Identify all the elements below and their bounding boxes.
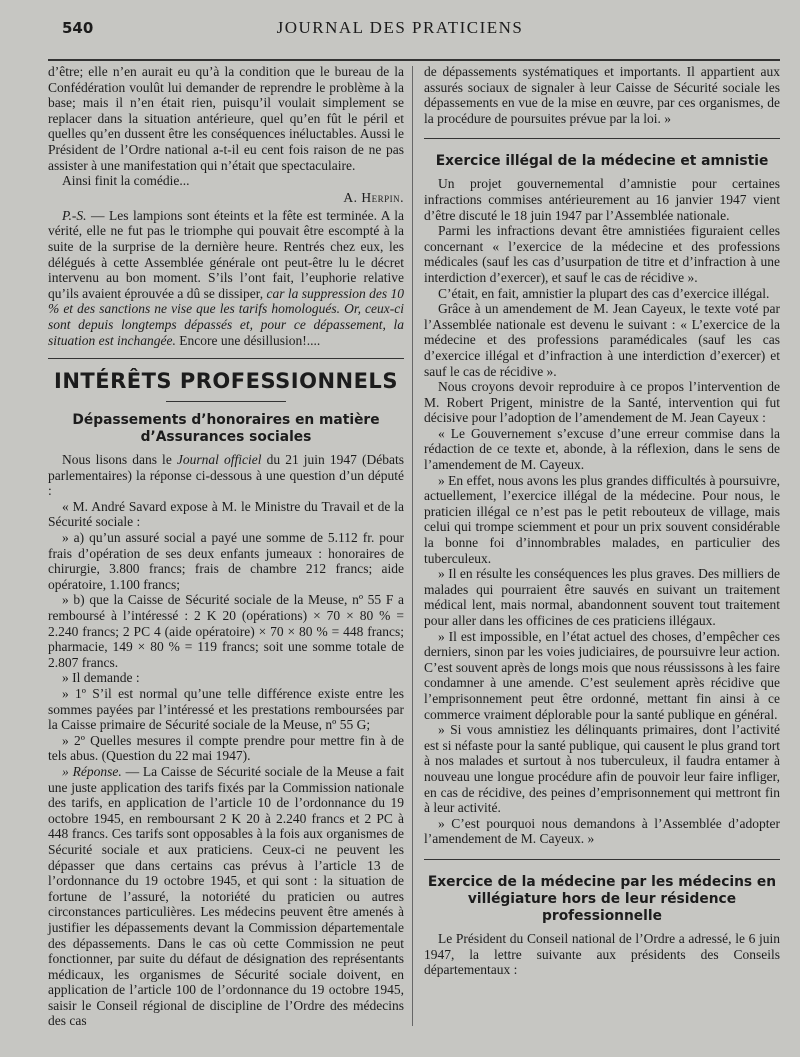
paragraph: » 1º S’il est normal qu’une telle différence existe entre les sommes payées par l’intéressé et les prestations remboursées par la Caisse primaire de Sécurité sociale de la Meuse, nº 55 G;	[48, 686, 404, 733]
paragraph: C’était, en fait, amnistier la plupart des cas d’exercice illégal.	[438, 285, 770, 301]
right-column	[424, 64, 780, 978]
title-underline	[166, 401, 286, 402]
paragraph: » Si vous amnistiez les délinquants primaires, dont l’activité est si néfaste pour la santé publique, qui causent le plus grand tort à nos malades et surtout à nos tuberculeux, il faudra entamer à nouveau une longue procédure afin de pouvoir leur faire infliger, en cas de récidive, des peines d’emprisonnement qui mettront fin à leur activité.	[424, 722, 780, 816]
paragraph: » Réponse. — La Caisse de Sécurité sociale de la Meuse a fait une juste application des tarifs fixés par la Commission nationale des tarifs, en application de l’article 10 de l’ordonnance du 19 octobre 1945, en remboursant 2 K 20 à 2.240 francs et 2 PC à 448 francs. Ces tarifs sont opposables à la fois aux organismes de Sécurité sociale et aux praticiens. Ceux-ci ne peuvent les dépasser que dans certains cas prévus à l’article 13 de l’ordonnance du 19 octobre 1945, et qui sont : la situation de fortune de l’assuré, la notoriété du praticien ou autres circonstances particulières. Les médecins peuvent être amenés à justifier les dépassements devant la Commission départementale des dépassements. Dans le cas où cette Commission ne peut fonctionner, par suite du défaut de désignation des représentants médicaux, les organismes de Sécurité sociale doivent, en application de l’article 100 de l’ordonnance du 19 octobre 1945, saisir le Conseil régional de discipline de l’Ordre des médecins des cas	[48, 763, 404, 1029]
ps-label: P.-S.	[62, 207, 87, 223]
section-separator	[48, 358, 404, 359]
paragraph: « M. André Savard expose à M. le Ministre du Travail et de la Sécurité sociale :	[48, 498, 404, 530]
paragraph: » Il est impossible, en l’état actuel des choses, d’empêcher ces derniers, sinon par les voies judiciaires, de poursuivre leur action. C’est souvent après de longs mois que nous réussissons à les faire condamner à une amende. C’est seulement après récidive que l’emprisonnement peut être ordonné, mettant fin ainsi à ce commerce vraiment déplorable pour la santé publique en général.	[424, 628, 780, 722]
rubric-rule	[424, 859, 780, 860]
ps-end: Encore une désillusion!....	[175, 332, 321, 348]
ps-italic: car la suppression des 10 % et des sanctions ne vise que les tarifs homologués. Or, ceux-ci sont depuis longtemps dépassés et, pour ce dépassement, la situation est inchangée.	[48, 285, 404, 348]
column-divider	[412, 66, 413, 1026]
paragraph: Nous croyons devoir reproduire à ce propos l’intervention de M. Robert Prigent, ministre de la Santé, intervention qui fut décisive pour l’adoption de l’amendement de M. Jean Cayeux :	[424, 379, 780, 426]
paragraph: « Le Gouvernement s’excuse d’une erreur commise dans la rédaction de ce texte et, abonde, à la réflexion, dans le sens de l’amendement de M. Cayeux.	[424, 425, 780, 473]
journal-title: JOURNAL DES PRATICIENS	[276, 18, 524, 37]
left-column	[48, 64, 404, 1029]
paragraph: » C’est pourquoi nous demandons à l’Assemblée d’adopter l’amendement de M. Cayeux. »	[424, 815, 780, 847]
rubric-rule	[424, 138, 780, 139]
header-rule	[48, 59, 780, 61]
paragraph: de dépassements systématiques et importants. Il appartient aux assurés sociaux de signaler à leur Caisse de Sécurité sociale les dépassements en vue de la mise en œuvre, par ces organismes, de la procédure de poursuites prévue par la loi. »	[424, 64, 780, 126]
reponse-label: » Réponse.	[62, 763, 122, 779]
page-number: 540	[62, 19, 94, 37]
paragraph: Parmi les infractions devant être amnistiées figuraient celles concernant « l’exercice de la médecine et des professions médicales (sauf les cas d’usurpation de titre et d’infraction à une interdiction d’exercer), et sauf le cas de récidive ».	[424, 223, 780, 285]
paragraph: Un projet gouvernemental d’amnistie pour certaines infractions commises antérieurement au 16 janvier 1947 vient d’être discuté le 18 juin 1947 par l’Assemblée nationale.	[424, 176, 780, 223]
paragraph: » En effet, nous avons les plus grandes difficultés à poursuivre, actuellement, l’exercice illégal de la médecine. Pour nous, le praticien illégal ce n’est pas le petit rebouteux de village, mais celui qui trompe sciemment et pour un prix souvent considérable la bonne foi d’innombrables malades, en particulier des tuberculeux.	[424, 472, 780, 566]
paragraph: » Il en résulte les conséquences les plus graves. Des milliers de malades qui pourraient être sauvés en suivant un traitement médical lent, mais normal, abandonnent souvent tout traitement pour aller dans les officines de ces praticiens illégaux.	[424, 566, 780, 628]
paragraph: Grâce à un amendement de M. Jean Cayeux, le texte voté par l’Assemblée nationale est devenu le suivant : « L’exercice de la médecine et des professions paramédicales (sauf les cas d’exercice illégal et d’infraction à une interdiction d’exercer) et sauf le cas de récidive ».	[424, 301, 780, 379]
paragraph: Ainsi finit la comédie...	[62, 173, 190, 189]
paragraph: Nous lisons dans le Journal officiel du 21 juin 1947 (Débats parlementaires) la réponse ci-dessous à une question d’un député :	[48, 452, 404, 499]
paragraph: » Il demande :	[62, 670, 140, 686]
paragraph: » a) qu’un assuré social a payé une somme de 5.112 fr. pour frais d’opération de ses deux enfants jumeaux : honoraires de chirurgie, 3.800 francs; frais de chambre 212 francs; aide opératoire, 1.100 francs;	[48, 530, 404, 592]
ps-text: — Les lampions sont éteints et la fête est terminée. A la vérité, elle ne fut pas le triomphe qui pouvait être escompté à la suite de la surprise de la dernière heure. Rentrés chez eux, les délégués à cette Assemblée générale ont peut-être lu le décret intervenu au bon moment. S’ils l’ont fait, l’euphorie relative qu’ils avaient éprouvée a dû se dissiper,	[48, 207, 404, 301]
paragraph: Le Président du Conseil national de l’Ordre a adressé, le 6 juin 1947, la lettre suivante aux présidents des Conseils départementaux :	[424, 930, 780, 978]
postscript	[48, 208, 404, 348]
paragraph: » 2º Quelles mesures il compte prendre pour mettre fin à de tels abus. (Question du 22 mai 1947).	[48, 732, 404, 764]
author-signature: A. Herpin.	[343, 189, 404, 205]
section-title: INTÉRÊTS PROFESSIONNELS	[54, 369, 398, 394]
page-header	[0, 16, 800, 44]
paragraph: » b) que la Caisse de Sécurité sociale de la Meuse, nº 55 F a remboursé à l’intéressé : 2 K 20 (opérations) × 70 × 80 % = 2.240 francs; 2 PC 4 (aide opératoire) × 70 × 80 % = 448 francs; pharmacie, 149 × 80 % = 119 francs; soit une somme totale de 2.807 francs.	[48, 592, 404, 670]
journal-name: Journal officiel	[176, 452, 262, 468]
paragraph: d’être; elle n’en aurait eu qu’à la condition que le bureau de la Confédération voulût lui demander de reprendre le problème à la base; mais il n’en était rien, puisqu’il voulait simplement se replacer dans la situation antérieure, quel qu’en fût le péril et quelles qu’en dussent être les conséquences inéluctables. Aussi le Président de l’Ordre national a-t-il eu cent fois raison de ne pas assister à une manifestation qui n’était que spectaculaire.	[48, 64, 404, 173]
article-title: Exercice de la médecine par les médecins en villégiature hors de leur résidence professionnelle	[427, 873, 777, 924]
article-title: Exercice illégal de la médecine et amnistie	[435, 153, 769, 170]
article-title: Dépassements d’honoraires en matière d’Assurances sociales	[72, 412, 380, 446]
